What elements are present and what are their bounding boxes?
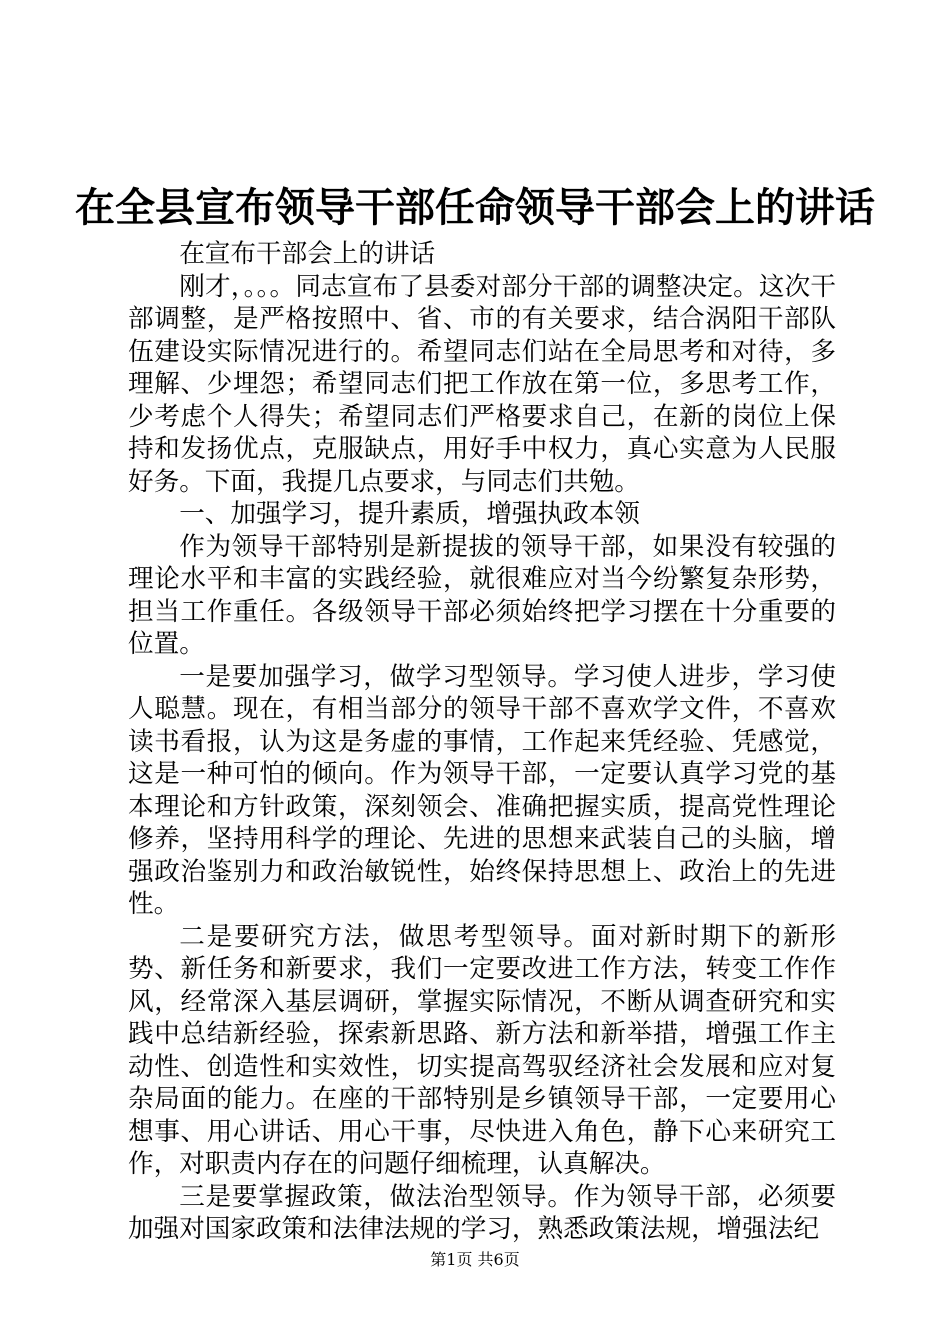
- document-title: 在全县宣布领导干部任命领导干部会上的讲话: [75, 184, 875, 231]
- intro-paragraph: 刚才，。。。同志宣布了县委对部分干部的调整决定。这次干部调整，是严格按照中、省、市的有关要求，结合涡阳干部队伍建设实际情况进行的。希望同志们站在全局思考和对待，多理解、少埋怨；希望同志们把工作放在第一位，多思考工作，少考虑个人得失；希望同志们严格要求自己，在新的岗位上保持和发扬优点，克服缺点，用好手中权力，真心实意为人民服好务。下面，我提几点要求，与同志们共勉。: [128, 271, 836, 497]
- document-body: [128, 238, 836, 1246]
- body-paragraph: 二是要研究方法，做思考型领导。面对新时期下的新形势、新任务和新要求，我们一定要改进工作方法，转变工作作风，经常深入基层调研，掌握实际情况，不断从调查研究和实践中总结新经验，探索新思路、新方法和新举措，增强工作主动性、创造性和实效性，切实提高驾驭经济社会发展和应对复杂局面的能力。在座的干部特别是乡镇领导干部，一定要用心想事、用心讲话、用心干事，尽快进入角色，静下心来研究工作，对职责内存在的问题仔细梳理，认真解决。: [128, 921, 836, 1179]
- body-paragraph: 一是要加强学习，做学习型领导。学习使人进步，学习使人聪慧。现在，有相当部分的领导干部不喜欢学文件，不喜欢读书看报，认为这是务虚的事情，工作起来凭经验、凭感觉，这是一种可怕的倾向。作为领导干部，一定要认真学习党的基本理论和方针政策，深刻领会、准确把握实质，提高党性理论修养，坚持用科学的理论、先进的思想来武装自己的头脑，增强政治鉴别力和政治敏锐性，始终保持思想上、政治上的先进性。: [128, 661, 836, 919]
- body-paragraph: 作为领导干部特别是新提拔的领导干部，如果没有较强的理论水平和丰富的实践经验，就很难应对当今纷繁复杂形势，担当工作重任。各级领导干部必须始终把学习摆在十分重要的位置。: [128, 531, 836, 659]
- body-paragraph: 三是要掌握政策，做法治型领导。作为领导干部，必须要加强对国家政策和法律法规的学习，熟悉政策法规，增强法纪: [128, 1181, 836, 1244]
- page-number-footer: 第1页 共6页: [430, 1250, 520, 1269]
- subtitle-paragraph: 在宣布干部会上的讲话: [179, 239, 436, 269]
- section-heading: 一、加强学习，提升素质，增强执政本领: [179, 499, 640, 529]
